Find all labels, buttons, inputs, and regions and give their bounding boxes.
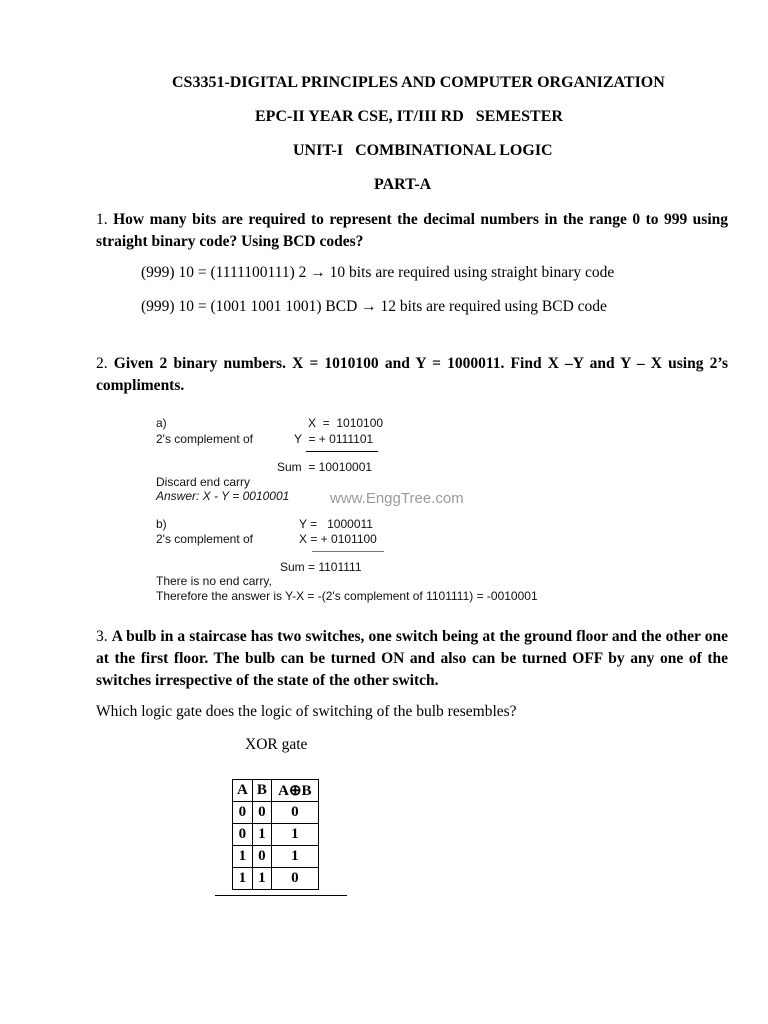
part-b-label: b) — [156, 517, 167, 531]
part-title: PART-A — [374, 176, 432, 193]
table-cell: 0 — [252, 802, 271, 824]
table-cell: 1 — [252, 868, 271, 890]
question-1-text: How many bits are required to represent the decimal numbers in the range 0 to 999 using straight binary code? Using BCD codes? — [96, 211, 729, 250]
xor-truth-table — [232, 779, 319, 890]
truth-table-header-a: A — [233, 780, 253, 802]
part-b-no-carry-note: There is no end carry, — [156, 574, 272, 588]
question-2-number: 2. — [96, 355, 108, 372]
part-a-sum-rule — [306, 451, 378, 452]
part-b-complement-label: 2's complement of — [156, 532, 254, 546]
course-title: CS3351-DIGITAL PRINCIPLES AND COMPUTER ORGANIZATION — [172, 74, 665, 91]
question-2-text: Given 2 binary numbers. X = 1010100 and Y = 1000011. Find X –Y and Y – X using 2’s compliments. — [96, 355, 728, 394]
part-a-label: a) — [156, 416, 167, 430]
watermark-text: www.EnggTree.com — [330, 490, 464, 507]
table-cell: 0 — [252, 846, 271, 868]
question-1-answer-bcd: (999) 10 = (1001 1001 1001) BCD → 12 bits are required using BCD code — [141, 298, 607, 315]
truth-table-header-xor: A⊕B — [271, 780, 318, 802]
table-cell: 1 — [233, 846, 253, 868]
part-a-x-value: X = 1010100 — [308, 416, 384, 430]
part-a-y-value: Y = + 0111101 — [294, 432, 374, 446]
table-cell: 0 — [233, 802, 253, 824]
question-3-answer: XOR gate — [245, 736, 308, 753]
table-row — [233, 824, 319, 846]
table-row — [233, 868, 319, 890]
table-cell: 0 — [271, 868, 318, 890]
question-2 — [96, 353, 728, 397]
part-b-sum-rule — [312, 551, 384, 552]
table-cell: 1 — [252, 824, 271, 846]
part-b-sum: Sum = 1101111 — [280, 560, 362, 574]
part-b-x-value: X = + 0101100 — [299, 532, 377, 546]
part-a-answer: Answer: X - Y = 0010001 — [156, 489, 290, 503]
part-b-answer: Therefore the answer is Y-X = -(2's complement of 1101111) = -0010001 — [156, 589, 538, 603]
table-cell: 0 — [271, 802, 318, 824]
year-semester: EPC-II YEAR CSE, IT/III RD SEMESTER — [255, 108, 563, 125]
question-3-text: A bulb in a staircase has two switches, one switch being at the ground floor and the other one at the first floor. The bulb can be turned ON and also can be turned OFF by any one of the switches irrespective of the state of the other switch. — [96, 628, 728, 689]
table-cell: 1 — [233, 868, 253, 890]
question-3 — [96, 626, 728, 692]
question-1-number: 1. — [96, 211, 108, 228]
part-a-complement-label: 2's complement of — [156, 432, 254, 446]
table-cell: 1 — [271, 824, 318, 846]
truth-table-header-row — [233, 780, 319, 802]
question-1-answer-binary: (999) 10 = (1111100111) 2 → 10 bits are required using straight binary code — [141, 264, 615, 281]
part-b-y-value: Y = 1000011 — [299, 517, 373, 531]
truth-table-header-b: B — [252, 780, 271, 802]
question-3-number: 3. — [96, 628, 108, 645]
table-baseline-rule — [215, 895, 347, 896]
table-cell: 1 — [271, 846, 318, 868]
unit-title: UNIT-I COMBINATIONAL LOGIC — [293, 142, 553, 159]
part-a-discard-note: Discard end carry — [156, 475, 251, 489]
table-row — [233, 802, 319, 824]
question-3-prompt: Which logic gate does the logic of switching of the bulb resembles? — [96, 703, 517, 720]
part-a-sum: Sum = 10010001 — [277, 460, 373, 474]
table-cell: 0 — [233, 824, 253, 846]
table-row — [233, 846, 319, 868]
question-1 — [96, 209, 728, 253]
